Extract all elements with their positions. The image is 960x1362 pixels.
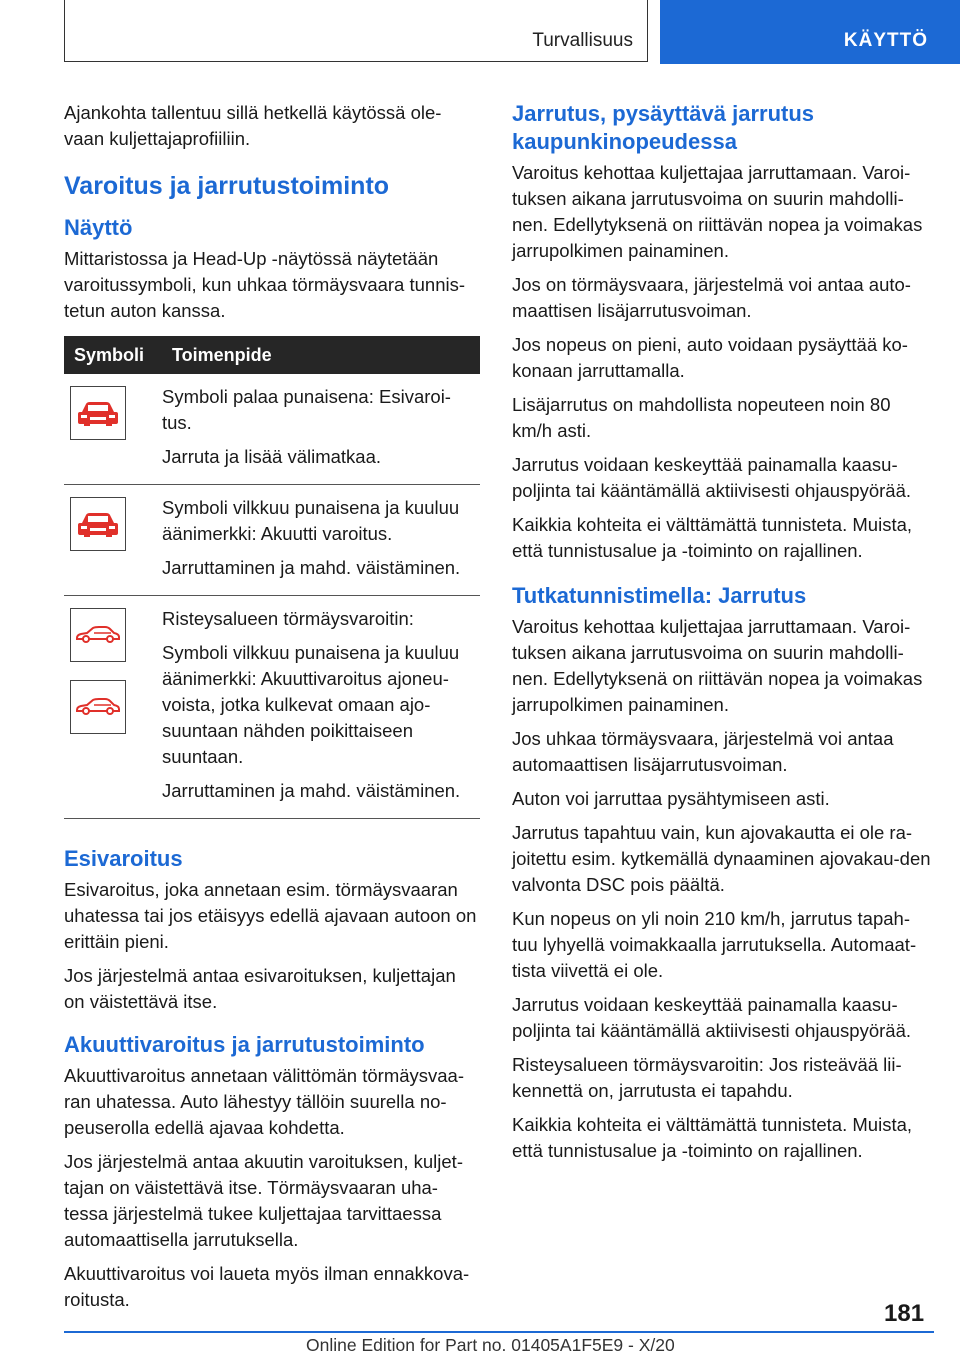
action-line: Jarruta ja lisää välimatkaa. — [162, 446, 382, 467]
symbol-cell — [64, 374, 162, 485]
edition-footer: Online Edition for Part no. 01405A1F5E9 - X/20 — [306, 1335, 675, 1355]
acute-warning-paragraph: Akuuttivaroitus annetaan välittömän törmäysvaa-ran uhatessa. Auto lähestyy tällöin suurella no-peuserolla edellä ajavaa kohdetta. — [64, 1065, 465, 1138]
footer-divider — [64, 1331, 934, 1333]
page-number: 181 — [884, 1300, 925, 1327]
action-line: Symboli palaa punaisena: Esivaroi-tus. — [162, 386, 451, 433]
car-side-warning-icon — [70, 608, 126, 662]
action-line: Jarruttaminen ja mahd. väistäminen. — [162, 557, 461, 578]
table-row — [64, 374, 480, 485]
radar-paragraph: Risteysalueen törmäysvaroitin: Jos risteävää lii-kennettä on, jarrutusta ei tapahdu. — [512, 1054, 902, 1101]
main-heading: Varoitus ja jarrutustoiminto — [64, 172, 390, 200]
symbol-cell — [64, 485, 162, 596]
action-cell — [162, 374, 480, 485]
action-cell — [162, 485, 480, 596]
action-line: Risteysalueen törmäysvaroitin: — [162, 608, 414, 629]
radar-paragraph: Auton voi jarruttaa pysähtymiseen asti. — [512, 788, 830, 809]
prewarning-heading: Esivaroitus — [64, 846, 183, 871]
action-line: Symboli vilkkuu punaisena ja kuuluu äänimerkki: Akuutti varoitus. — [162, 497, 460, 544]
action-line: Jarruttaminen ja mahd. väistäminen. — [162, 780, 461, 801]
radar-paragraph: Kaikkia kohteita ei välttämättä tunnisteta. Muista, että tunnistusalue ja -toiminto on rajallinen. — [512, 1114, 913, 1161]
header-section-tab — [660, 0, 960, 64]
radar-paragraph: Varoitus kehottaa kuljettajaa jarruttamaan. Varoi-tuksen aikana jarrutusvoima on suurin mahdolli-nen. Edellytyksenä on riittävän nopea ja voimakas jarrupolkimen painaminen. — [512, 616, 923, 715]
header-left-tab — [64, 0, 648, 62]
column-header-symbol: Symboli — [64, 336, 162, 374]
city-paragraph: Lisäjarrutus on mahdollista nopeuteen noin 80 km/h asti. — [512, 394, 891, 441]
action-cell — [162, 596, 480, 819]
city-paragraph: Varoitus kehottaa kuljettajaa jarruttamaan. Varoi-tuksen aikana jarrutusvoima on suurin mahdolli-nen. Edellytyksenä on riittävän nopea ja voimakas jarrupolkimen painaminen. — [512, 162, 923, 261]
table-row — [64, 485, 480, 596]
prewarning-paragraph: Jos järjestelmä antaa esivaroituksen, kuljettajan on väistettävä itse. — [64, 965, 456, 1012]
radar-paragraph: Jarrutus tapahtuu vain, kun ajovakautta ei ole ra-joitettu esim. kytkemällä dynaaminen ajovakau-den valvonta DSC pois päältä. — [512, 822, 931, 895]
radar-paragraph: Jos uhkaa törmäysvaara, järjestelmä voi antaa automaattisen lisäjarrutusvoiman. — [512, 728, 894, 775]
city-paragraph: Jos on törmäysvaara, järjestelmä voi antaa auto-maattisen lisäjarrutusvoiman. — [512, 274, 911, 321]
radar-paragraph: Kun nopeus on yli noin 210 km/h, jarrutus tapah-tuu lyhyellä voimakkaalla jarrutuksella. Automaat-tista viivettä ei ole. — [512, 908, 917, 981]
city-paragraph: Jos nopeus on pieni, auto voidaan pysäyttää ko-konaan jarruttamalla. — [512, 334, 908, 381]
intro-paragraph: Ajankohta tallentuu sillä hetkellä käytössä ole-vaan kuljettajaprofiiliin. — [64, 102, 442, 149]
column-header-action: Toimenpide — [162, 336, 480, 374]
symbol-table — [64, 336, 480, 819]
radar-paragraph: Jarrutus voidaan keskeyttää painamalla kaasu-poljinta tai kääntämällä aktiivisesti ohjauspyörää. — [512, 994, 911, 1041]
section-title: KÄYTTÖ — [843, 30, 928, 51]
car-side-warning-icon — [70, 680, 126, 734]
radar-braking-heading: Tutkatunnistimella: Jarrutus — [512, 583, 807, 608]
display-heading: Näyttö — [64, 215, 133, 240]
right-column — [512, 100, 932, 1172]
city-paragraph: Jarrutus voidaan keskeyttää painamalla kaasu-poljinta tai kääntämällä aktiivisesti ohjauspyörää. — [512, 454, 911, 501]
display-paragraph: Mittaristossa ja Head-Up -näytössä näytetään varoitussymboli, kun uhkaa törmäysvaara tunnis-tetun auton kanssa. — [64, 248, 466, 321]
left-column — [64, 100, 480, 1321]
acute-warning-paragraph: Jos järjestelmä antaa akuutin varoituksen, kuljet-tajan on väistettävä itse. Törmäysvaaran uha-tessa järjestelmä tukee kuljettajaa tarvittaessa automaattisella jarrutuksella. — [64, 1151, 463, 1250]
symbol-cell — [64, 596, 162, 819]
city-paragraph: Kaikkia kohteita ei välttämättä tunnisteta. Muista, että tunnistusalue ja -toiminto on rajallinen. — [512, 514, 913, 561]
car-rear-warning-icon — [70, 386, 126, 440]
action-line: Symboli vilkkuu punaisena ja kuuluu äänimerkki: Akuuttivaroitus ajoneu-voista, jotka kulkevat omaan ajo-suuntaan nähden poikittaiseen suuntaan. — [162, 642, 460, 767]
acute-warning-heading: Akuuttivaroitus ja jarrutustoiminto — [64, 1032, 425, 1057]
prewarning-paragraph: Esivaroitus, joka annetaan esim. törmäysvaaran uhatessa tai jos etäisyys edellä ajavaan autoon on erittäin pieni. — [64, 879, 477, 952]
acute-warning-paragraph: Akuuttivaroitus voi laueta myös ilman ennakkova-roitusta. — [64, 1263, 470, 1310]
chapter-title: Turvallisuus — [532, 30, 633, 51]
car-rear-warning-icon — [70, 497, 126, 551]
city-braking-heading: Jarrutus, pysäyttävä jarrutus kaupunkinopeudessa — [512, 101, 815, 154]
table-row — [64, 596, 480, 819]
